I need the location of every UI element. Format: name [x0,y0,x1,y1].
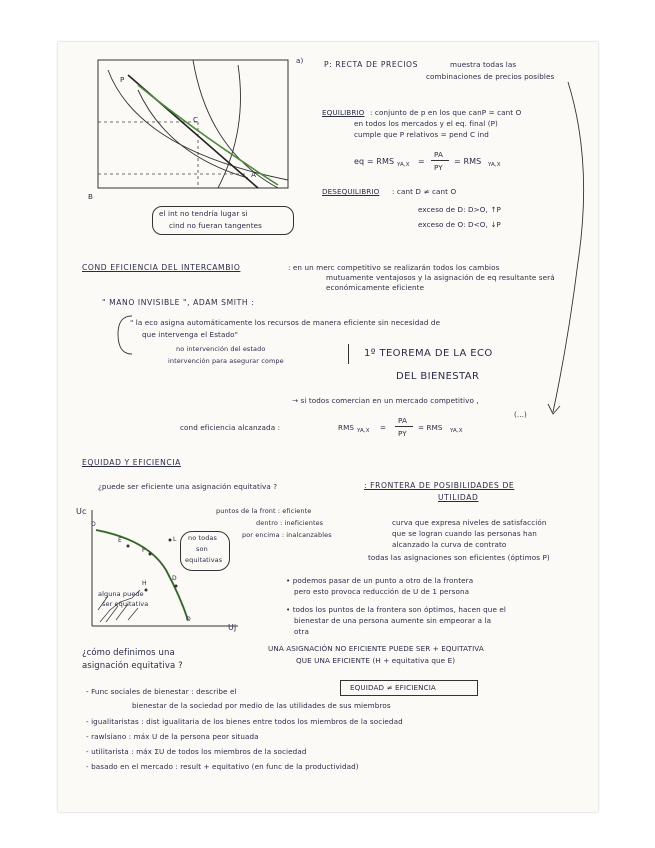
disequilibrium-label: DESEQUILIBRIO [322,187,380,196]
equilibrium-label: EQUILIBRIO [322,108,365,117]
frontier-points-3: por encima : inalcanzables [242,531,332,539]
note-line-1: el int no tendría lugar si [159,209,248,218]
flow-arrow [538,82,598,422]
graph2-point-o1: O [91,521,96,528]
frontier-title-2: UTILIDAD [438,493,479,502]
equity-question: ¿puede ser eficiente una asignación equitativa ? [98,482,278,491]
frontier-desc-2: que se logran cuando las personas han [392,529,537,538]
efficiency-rms: RMS [338,423,355,432]
efficiency-reached-label: cond eficiencia alcanzada : [180,423,281,432]
smith-quote-1: " la eco asigna automáticamente los recursos de manera eficiente sin necesidad de [130,318,441,327]
frontier-title-1: : FRONTERA DE POSIBILIDADES DE [364,481,515,490]
eq-frac-line [431,160,449,161]
excess-demand: exceso de D: D>O, ↑P [418,205,501,214]
graph1-corner-a: a) [296,56,304,65]
efficiency-eq: = [380,423,387,432]
bullet-2-line-3: otra [294,627,309,636]
prices-line-label: P: RECTA DE PRECIOS [324,60,419,69]
bullet-1-line-1: • podemos pasar de un punto a otro de la frontera [286,576,474,585]
eq-formula-left: eq = RMS [354,157,395,166]
efficiency-num: PA [398,416,407,425]
equilibrium-desc-2: en todos los mercados y el eq. final (P) [354,119,498,128]
graph2-point-f: F [142,547,146,554]
theorem-line-2: DEL BIENESTAR [396,371,480,382]
competitive-line: → si todos comercian en un mercado competitivo , [292,396,479,405]
bullet-1-line-2: pero esto provoca reducción de U de 1 persona [294,587,470,596]
graph2-bubble-1: no todas [188,534,217,542]
exchange-title: COND EFICIENCIA DEL INTERCAMBIO [82,263,241,272]
graph2-shaded-2: ser equitativa [102,600,149,608]
graph2-axis-x: Uj [228,623,237,632]
equilibrium-desc-3: cumple que P relativos = pend C ind [354,130,489,139]
smith-note-2: intervención para asegurar compe [168,357,284,365]
theorem-line-1: 1º TEOREMA DE LA ECO [364,348,493,359]
smith-title: " MANO INVISIBLE ", ADAM SMITH : [102,298,255,307]
efficiency-den: PY [398,429,407,438]
eq-frac-num: PA [434,150,443,159]
exchange-desc-2: mutuamente ventajosos y la asignación de eq resultante será [326,273,555,282]
frontier-desc-3: alcanzado la curva de contrato [392,540,507,549]
welfare-f2: - igualitaristas : dist igualitaria de los bienes entre todos los miembros de la sociedad [86,717,403,726]
exchange-desc-3: económicamente eficiente [326,283,425,292]
graph2-point-l: L [173,536,177,543]
efficiency-right: = RMS [418,423,443,432]
prices-line-desc-2: combinaciones de precios posibles [426,72,555,81]
efficiency-frac-line [395,426,413,427]
graph2-shaded-1: alguna puede [98,590,144,598]
statement-line-2: QUE UNA EFICIENTE (H + equitativa que E) [296,656,456,665]
welfare-f5: - basado en el mercado : result + equitativo (en func de la productividad) [86,762,359,771]
graph2-point-h: H [142,580,147,587]
efficiency-right-sub: YA,X [450,428,463,434]
graph1-label-p: P [120,75,125,84]
frontier-points-1: puntos de la front : eficiente [216,507,312,515]
prices-line-desc-1: muestra todas las [450,60,517,69]
welfare-f1-line-2: bienestar de la sociedad por medio de las utilidades de sus miembros [132,701,391,710]
theorem-bracket [344,344,349,364]
welfare-f3: - rawlsiano : máx U de la persona peor situada [86,732,259,741]
efficiency-rms-sub: YA,X [357,428,370,434]
graph1-label-a: A [251,170,257,179]
eq-frac-den: PY [434,163,443,172]
graph2-bubble-3: equitativas [185,556,223,564]
eq-formula-right: = RMS [454,157,482,166]
welfare-f4: - utilitarista : máx ΣU de todos los miembros de la sociedad [86,747,307,756]
eq-formula-sub: YA,X [397,162,410,168]
utility-frontier-graph [88,510,248,630]
eq-formula-eq: = [418,157,425,166]
equilibrium-desc-1: : conjunto de p en los que canP = cant O [370,108,522,117]
frontier-desc-4: todas las asignaciones son eficientes (óptimos P) [368,553,550,562]
define-line-2: asignación equitativa ? [82,661,183,671]
welfare-f1-line-1: - Func sociales de bienestar : describe el [86,687,237,696]
graph2-bubble-2: son [196,545,208,553]
bullet-2-line-1: • todos los puntos de la frontera son óptimos, hacen que el [286,605,506,614]
bullet-2-line-2: bienestar de una persona aumente sin empeorar a la [294,616,492,625]
smith-note-1: no intervención del estado [176,345,266,353]
define-line-1: ¿cómo definimos una [82,648,175,658]
frontier-points-2: dentro : ineficientes [256,519,324,527]
notebook-page [58,42,598,812]
smith-quote-2: que intervenga el Estado" [142,330,239,339]
graph1-label-b: B [88,192,94,201]
excess-supply: exceso de O: D<O, ↓P [418,220,501,229]
graph2-axis-y: Uc [76,507,87,516]
statement-line-1: UNA ASIGNACIÓN NO EFICIENTE PUEDE SER + EQUITATIVA [268,644,484,653]
disequilibrium-desc: : cant D ≠ cant O [392,187,457,196]
note-line-2: cind no fueran tangentes [169,221,262,230]
graph1-label-c: C [193,115,199,124]
equity-title: EQUIDAD Y EFICIENCIA [82,458,181,467]
equity-box-text: EQUIDAD ≠ EFICIENCIA [350,683,436,692]
graph2-point-e: E [118,537,122,544]
competitive-dots: (...) [514,410,527,419]
graph2-point-d: D [172,575,177,582]
eq-formula-right-sub: YA,X [488,162,501,168]
exchange-desc-1: : en un merc competitivo se realizarán todos los cambios [288,263,500,272]
graph2-point-o2: O [186,616,191,623]
edgeworth-box-graph [98,60,298,200]
frontier-desc-1: curva que expresa niveles de satisfacción [392,518,547,527]
